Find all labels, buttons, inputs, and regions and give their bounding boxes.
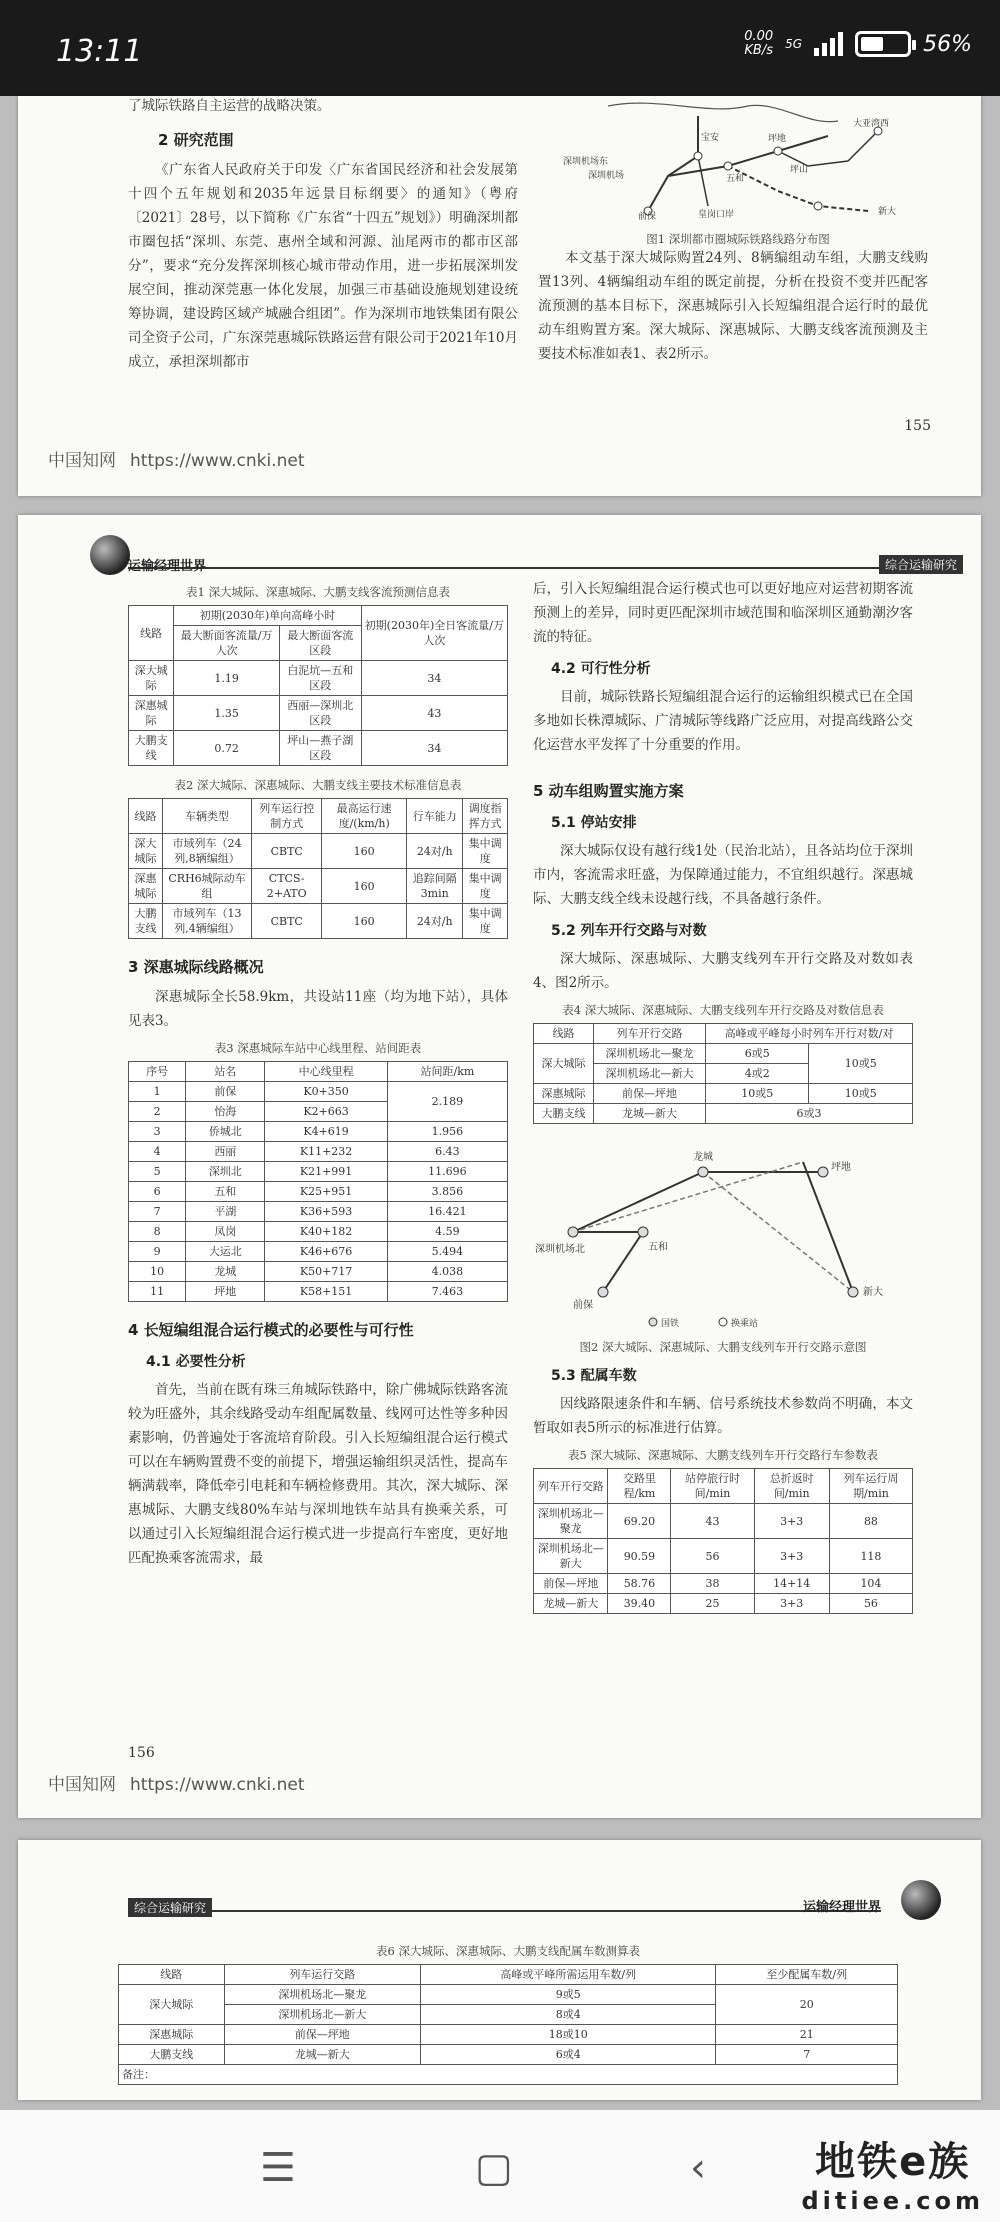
cnki-logo: 中国知网 <box>48 1775 116 1795</box>
map-label: 深圳机场东 <box>563 157 609 167</box>
site-watermark: 地铁e族 ditiee.com <box>801 2139 984 2215</box>
paragraph: 目前，城际铁路长短编组混合运行的运输组织模式已在全国多地如长株潭城际、广清城际等线路广泛应用，对提高线路公交化运营水平发挥了十分重要的作用。 <box>533 689 913 753</box>
left-column <box>128 577 508 1570</box>
cnki-watermark <box>48 446 318 471</box>
map-label: 新大 <box>878 207 897 217</box>
header-rule <box>128 567 963 569</box>
map-label: 前保 <box>638 212 657 221</box>
table-row: 9 大运北 K46+676 5.494 <box>129 1242 508 1262</box>
table-row: 大鹏支线 0.72 坪山—燕子湖区段 34 <box>129 731 508 766</box>
table-row: 深惠城际 CRH6城际动车组 CTCS-2+ATO 160 追踪间隔3min 集中调度 <box>129 869 508 904</box>
status-bar <box>0 0 1000 96</box>
network-type: 5G <box>785 37 803 51</box>
back-icon[interactable]: ‹ <box>690 2145 706 2191</box>
battery-icon <box>855 31 911 57</box>
diagram-label: 新大 <box>863 1287 883 1298</box>
signal-icon <box>814 32 843 56</box>
subsection-title: 5.3 配属车数 <box>551 1368 637 1384</box>
right-column <box>538 246 928 366</box>
figure-caption: 图2 深大城际、深惠城际、大鹏支线列车开行交路示意图 <box>579 1340 867 1354</box>
table-1: 线路 初期(2030年)单向高峰小时 初期(2030年)全日客流量/万人次 最大断面客流量/万人次 最大断面客流区段 深大城际 1.19 白泥坑—五和区段 34 深惠城际 1.35 西丽—深圳北区段 43 大鹏支线 0.72 坪山—燕子湖区段 34 <box>128 605 508 766</box>
table-2: 线路 车辆类型 列车运行控制方式 最高运行速度/(km/h) 行车能力 调度指挥方式 深大城际 市域列车（24列,8辆编组） CBTC 160 24对/h 集中调度 深惠城际 CRH6城际动车组 CTCS-2+ATO 160 追踪间隔3min 集中调度 大鹏支线 市域列车（13列,4辆编组） CBTC 160 24对/h 集中调度 <box>128 798 508 939</box>
home-icon[interactable]: ▢ <box>475 2145 513 2191</box>
table-row: 深大城际 深圳机场北—聚龙 6或5 10或5 <box>534 1044 913 1064</box>
table-3: 序号 站名 中心线里程 站间距/km 1 前保 K0+350 2.189 2 怡海 K2+663 3 侨城北 K4+619 1.956 4 西丽 K11+232 6.43 5 深圳北 K21+991 11.696 6 五和 K25+951 3.856 7 平湖 K36+593 16.421 8 凤岗 K40+182 4.59 9 大运北 K46+676 5.494 10 龙城 K50+717 4.038 11 坪地 K58+151 7.463 <box>128 1061 508 1302</box>
subsection-title: 4.1 必要性分析 <box>146 1354 246 1370</box>
table-row: 深圳机场北—新大 90.59 56 3+3 118 <box>534 1539 913 1574</box>
table-6: 线路 列车运行交路 高峰或平峰所需运用车数/列 至少配属车数/列 深大城际 深圳机场北—聚龙 9或5 20 深圳机场北—新大 8或4 深惠城际 前保—坪地 18或10 21 大鹏支线 龙城—新大 6或4 7 备注： <box>118 1964 898 2085</box>
net-speed: 0.00 KB/s <box>744 29 774 58</box>
table-row: 大鹏支线 龙城—新大 6或3 <box>534 1104 913 1124</box>
paragraph: 深惠城际全长58.9km，共设站11座（均为地下站），具体见表3。 <box>128 989 508 1029</box>
legend-label: 国铁 <box>661 1319 680 1329</box>
figure-caption: 图1 深圳都市圈城际铁路线路分布图 <box>646 232 830 246</box>
table-row: 8 凤岗 K40+182 4.59 <box>129 1222 508 1242</box>
table-row: 5 深圳北 K21+991 11.696 <box>129 1162 508 1182</box>
table-caption: 表6 深大城际、深惠城际、大鹏支线配属车数测算表 <box>376 1944 640 1958</box>
table-row: 4 西丽 K11+232 6.43 <box>129 1142 508 1162</box>
table-caption: 表1 深大城际、深惠城际、大鹏支线客流预测信息表 <box>186 585 450 599</box>
paragraph: 首先，当前在既有珠三角城际铁路中，除广佛城际铁路客流较为旺盛外，其余线路受动车组配属数量、线网可达性等多种因素影响，仍普遍处于客流培育阶段。引入长短编组混合运行模式可以在车辆购置费不变的前提下，增强运输组织灵活性，提高车辆满载率，降低牵引电耗和车辆检修费用。其次，深大城际、深惠城际、大鹏支线80%车站与深圳地铁车站具有换乘关系，可以通过引入长短编组混合运行模式进一步提高行车密度，更好地匹配换乘客流需求，最 <box>128 1382 508 1566</box>
table-row: 深大城际 1.19 白泥坑—五和区段 34 <box>129 661 508 696</box>
table-4: 线路 列车开行交路 高峰或平峰每小时列车开行对数/对 深大城际 深圳机场北—聚龙 6或5 10或5 深圳机场北—新大 4或2 深惠城际 前保—坪地 10或5 10或5 大鹏支线 龙城—新大 6或3 <box>533 1023 913 1124</box>
battery-percent: 56% <box>923 31 972 57</box>
table-row: 深惠城际 前保—坪地 10或5 10或5 <box>534 1084 913 1104</box>
map-label: 皇岗口岸 <box>698 210 735 220</box>
header-rule <box>128 1910 881 1912</box>
diagram-label: 前保 <box>573 1300 593 1311</box>
map-label: 深圳机场 <box>588 171 625 181</box>
page-number: 156 <box>128 1745 155 1761</box>
paragraph: 本文基于深大城际购置24列、8辆编组动车组，大鹏支线购置13列、4辆编组动车组的既定前提，分析在投资不变并匹配客流预测的基本目标下，深惠城际引入长短编组混合运行时的最优动车组购置方案。深大城际、深惠城际、大鹏支线客流预测及主要技术标准如表1、表2所示。 <box>538 250 928 362</box>
table-row: 6 五和 K25+951 3.856 <box>129 1182 508 1202</box>
table-row: 深圳机场北—聚龙 69.20 43 3+3 88 <box>534 1504 913 1539</box>
cnki-url: https://www.cnki.net <box>130 1775 305 1795</box>
diagram-label: 深圳机场北 <box>535 1244 585 1255</box>
table-row: 2 怡海 K2+663 <box>129 1102 508 1122</box>
table-row: 7 平湖 K36+593 16.421 <box>129 1202 508 1222</box>
route-diagram-figure <box>533 1132 913 1332</box>
table-row: 深大城际 深圳机场北—聚龙 9或5 20 <box>119 1985 898 2005</box>
paragraph: 深大城际、深惠城际、大鹏支线列车开行交路及对数如表4、图2所示。 <box>533 951 913 991</box>
table-row: 备注： <box>119 2065 898 2085</box>
page-157[interactable] <box>18 1840 981 2100</box>
map-label: 五和 <box>726 174 745 184</box>
diagram-label: 坪地 <box>831 1162 851 1173</box>
table-5: 列车开行交路 交路里程/km 站停旅行时间/min 总折返时间/min 列车运行周期/min 深圳机场北—聚龙 69.20 43 3+3 88 深圳机场北—新大 90.59 56 3+3 118 前保—坪地 58.76 38 14+14 104 龙城—新大 39.40 25 3+3 56 <box>533 1468 913 1614</box>
table-row: 深大城际 市域列车（24列,8辆编组） CBTC 160 24对/h 集中调度 <box>129 834 508 869</box>
table-row: 大鹏支线 市域列车（13列,4辆编组） CBTC 160 24对/h 集中调度 <box>129 904 508 939</box>
table-caption: 表2 深大城际、深惠城际、大鹏支线主要技术标准信息表 <box>174 778 462 792</box>
cnki-url: https://www.cnki.net <box>130 451 305 471</box>
subsection-title: 4.2 可行性分析 <box>551 661 651 677</box>
paragraph: 深大城际仅设有越行线1处（民治北站），且各站均位于深圳市内，客流需求旺盛，为保障通过能力，不宜组织越行。深惠城际、大鹏支线全线未设越行线，不具备越行条件。 <box>533 843 913 907</box>
table-row: 深惠城际 1.35 西丽—深圳北区段 43 <box>129 696 508 731</box>
table-row: 大鹏支线 龙城—新大 6或4 7 <box>119 2045 898 2065</box>
page-156[interactable] <box>18 515 981 1818</box>
map-label: 大亚湾西 <box>853 119 890 129</box>
table-row: 10 龙城 K50+717 4.038 <box>129 1262 508 1282</box>
header-section: 综合运输研究 <box>128 1898 212 1917</box>
header-journal: 运输经理世界 <box>802 1900 881 1915</box>
diagram-label: 五和 <box>648 1242 668 1253</box>
table-row: 11 坪地 K58+151 7.463 <box>129 1282 508 1302</box>
table-row: 深圳机场北—新大 4或2 <box>534 1064 913 1084</box>
continuation-text: 了城际铁路自主运营的战略决策。 <box>128 98 331 114</box>
table-row: 深圳机场北—新大 8或4 <box>119 2005 898 2025</box>
journal-logo-icon <box>901 1880 941 1920</box>
paragraph: 后，引入长短编组混合运行模式也可以更好地应对运营初期客流预测上的差异，同时更匹配深圳市域范围和临深圳区通勤潮汐客流的特征。 <box>533 581 913 645</box>
page-number: 155 <box>904 418 931 434</box>
paragraph: 《广东省人民政府关于印发〈广东省国民经济和社会发展第十四个五年规划和2035年远景目标纲要〉的通知》（粤府〔2021〕28号，以下简称《广东省“十四五”规划》）明确深圳都市圈包括“深圳、东莞、惠州全域和河源、汕尾两市的都市区部分”，要求“充分发挥深圳核心城市带动作用，进一步拓展深圳发展空间，推动深莞惠一体化发展，加强三市基础设施规划建设统筹协调，建设跨区域产城融合组团”。作为深圳市地铁集团有限公司全资子公司，广东深莞惠城际铁路运营有限公司于2021年10月成立，承担深圳都市 <box>128 162 518 370</box>
subsection-title: 5.2 列车开行交路与对数 <box>551 923 707 939</box>
map-label: 宝安 <box>701 133 720 143</box>
city-map-figure <box>548 96 928 221</box>
cnki-logo: 中国知网 <box>48 451 116 471</box>
map-label: 坪山 <box>790 165 809 175</box>
subsection-title: 5.1 停站安排 <box>551 815 637 831</box>
diagram-label: 龙城 <box>693 1152 713 1163</box>
table-row: 1 前保 K0+350 2.189 <box>129 1082 508 1102</box>
section-title: 4 长短编组混合运行模式的必要性与可行性 <box>128 1321 414 1339</box>
table-caption: 表3 深惠城际车站中心线里程、站间距表 <box>214 1041 422 1055</box>
left-column <box>128 96 518 374</box>
table-caption: 表5 深大城际、深惠城际、大鹏支线列车开行交路行车参数表 <box>568 1448 878 1462</box>
table-6-block <box>118 1936 898 2085</box>
header-journal: 运输经理世界 <box>128 559 207 574</box>
journal-logo-icon <box>90 535 130 575</box>
menu-icon[interactable]: ☰ <box>260 2145 296 2191</box>
map-label: 坪地 <box>768 134 787 144</box>
table-row: 深惠城际 前保—坪地 18或10 21 <box>119 2025 898 2045</box>
table-row: 3 侨城北 K4+619 1.956 <box>129 1122 508 1142</box>
status-icons <box>744 30 972 58</box>
paragraph: 因线路限速条件和车辆、信号系统技术参数尚不明确，本文暂取如表5所示的标准进行估算。 <box>533 1396 913 1436</box>
clock: 13:11 <box>56 34 143 69</box>
table-row: 前保—坪地 58.76 38 14+14 104 <box>534 1574 913 1594</box>
table-caption: 表4 深大城际、深惠城际、大鹏支线列车开行交路及对数信息表 <box>562 1003 884 1017</box>
cnki-watermark <box>48 1770 318 1795</box>
header-section: 综合运输研究 <box>879 555 963 574</box>
legend-label: 换乘站 <box>731 1319 759 1329</box>
section-title: 5 动车组购置实施方案 <box>533 782 684 800</box>
table-row: 龙城—新大 39.40 25 3+3 56 <box>534 1594 913 1614</box>
section-title: 3 深惠城际线路概况 <box>128 958 264 976</box>
section-title: 2 研究范围 <box>158 131 234 149</box>
page-155[interactable] <box>18 96 981 496</box>
right-column <box>533 577 913 1614</box>
